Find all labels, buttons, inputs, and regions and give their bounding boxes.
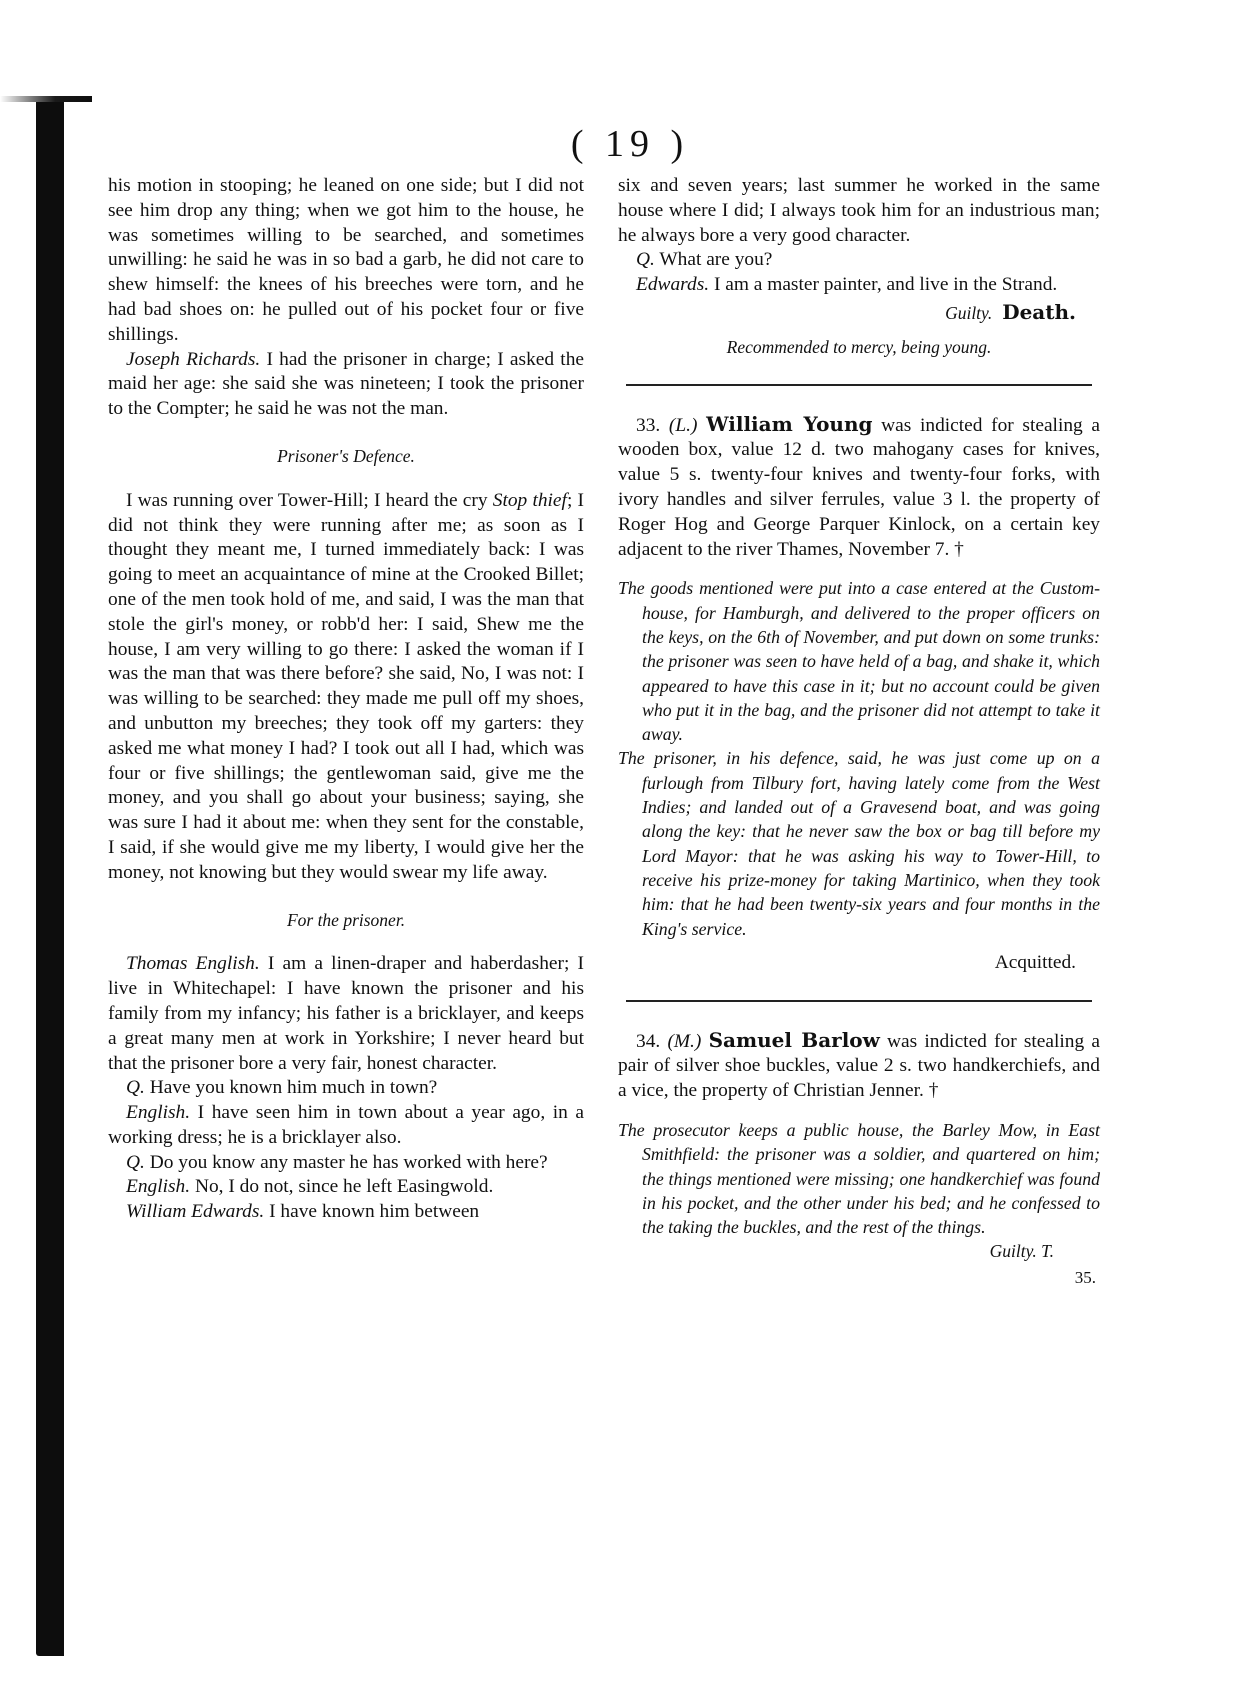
summary-paragraph: The goods mentioned were put into a case entered at the Custom-house, for Hamburgh, and delivered to the proper officers on the keys, on the 6th of November, and put down on some trunks: the prisoner was seen to have held of a bag, and shake it, which appeared to have this case in it; but no account could be given who put it in the bag, and the prisoner did not attempt to take it away. [618, 578, 1100, 745]
summary-paragraph: The prisoner, in his defence, said, he was just come up on a furlough from Tilbury fort, having lately come from the West Indies; and landed out of a Gravesend boat, and was going along the key: that he never saw the box or bag till before my Lord Mayor: that he was asking his way to Tower-Hill, to receive his prize-money for taking Martinico, when they took him: that he had been twenty-six years and four months in the King's service. [618, 748, 1100, 939]
question-what-are-you [618, 248, 1100, 273]
paragraph-edwards-start [108, 1200, 584, 1225]
answer-edwards [618, 273, 1100, 298]
paragraph-english [108, 952, 584, 1076]
defendant-name: William Young [706, 411, 873, 436]
speaker-name: Edwards. [636, 274, 710, 296]
catchword: 35. [1074, 1268, 1096, 1288]
case-letter: (L.) [668, 414, 698, 436]
recommendation: Recommended to mercy, being young. [726, 336, 992, 357]
testimony-text: I have known him between [264, 1201, 480, 1223]
verdict-acquitted: Acquitted. [994, 951, 1076, 973]
question-mark: Q. [636, 249, 655, 271]
paragraph-edwards-cont: six and seven years; last summer he worked in the same house where I did; I always took him for an industrious man; he always bore a very good character. [618, 175, 1100, 246]
paragraph-defence [108, 489, 584, 886]
answer-1 [108, 1101, 584, 1151]
left-column [108, 174, 584, 1225]
paragraph-richards [108, 348, 584, 422]
question-1 [108, 1076, 584, 1101]
indictment-text: was indicted for stealing a wooden box, value 12 d. two mahogany cases for knives, value 5 s. twenty-four knives and twenty-four forks, with ivory handles and silver ferrules, value 3 l. the property of Roger Hog and George Parquer Kinlock, on a certain key adjacent to the river Thames, November 7. † [618, 414, 1100, 560]
case-34-summary [618, 1118, 1100, 1239]
verdict-death: Death. [1002, 299, 1076, 324]
paragraph-motion: his motion in stooping; he leaned on one side; but I did not see him drop any thing; when we got him to the house, he was sometimes willing to be searched, and sometimes unwilling: he said he was in so bad a garb, he did not care to shew himself: the knees of his breeches were torn, and he had bad shoes on: he pulled out of his pocket four or five shillings. [108, 175, 584, 345]
verdict-case-32 [618, 300, 1100, 327]
question-mark: Q. [126, 1151, 145, 1173]
defendant-name: Samuel Barlow [708, 1027, 880, 1052]
case-33-summary [618, 576, 1100, 940]
case-33-indictment [618, 412, 1100, 563]
speaker-name: Joseph Richards. [126, 348, 261, 370]
defence-text-b: ; I did not think they were running after me; as soon as I thought they meant me, I turned immediately back: I was going to meet an acquaintance of mine at the Crooked Billet; one of the men took hold of me, and said, I was the man that stole the girl's money, or robb'd her: I said, Shew me the house, I am very willing to go there: I asked the woman if I was the man that was there before? she said, No, I was not: I was willing to be searched: they made me pull off my shoes, and unbutton my breeches; they took off my garters: they asked me what money I had? I took out all I had, which was four or five shillings; the gentlewoman said, give me the money, and you shall go about your business; saying, she was sure I had it about me: when they sent for the constable, I said, if she would give me my liberty, I would give her the money, not knowing but they would swear my life away. [108, 489, 584, 883]
question-text: What are you? [654, 249, 773, 271]
case-number: 34. [636, 1030, 668, 1052]
testimony-text: I had the prisoner in charge; I asked the maid her age: she said she was nineteen; I took the prisoner to the Compter; he said he was not the man. [108, 348, 584, 420]
speaker-name: English. [126, 1176, 191, 1198]
section-heading-for-prisoner: For the prisoner. [286, 909, 406, 930]
question-text: Have you known him much in town? [144, 1077, 438, 1099]
speaker-name: William Edwards. [126, 1201, 265, 1223]
answer-text: I have seen him in town about a year ago, in a working dress; he is a bricklayer also. [108, 1102, 584, 1148]
speaker-name: English. [126, 1102, 191, 1124]
question-mark: Q. [126, 1077, 145, 1099]
case-letter: (M.) [667, 1030, 702, 1052]
testimony-text: I am a linen-draper and haberdasher; I live in Whitechapel: I have known the prisoner and his family from my infancy; his father is a bricklayer, and keeps a great many men at work in Yorkshire; I never heard but that the prisoner bore a very fair, honest character. [108, 953, 584, 1074]
defence-text-a: I was running over Tower-Hill; I heard the cry [126, 489, 493, 511]
answer-2 [108, 1175, 584, 1200]
question-2 [108, 1151, 584, 1176]
book-spine-shadow [36, 96, 64, 1656]
section-divider [626, 384, 1092, 386]
verdict-guilty: Guilty. [945, 302, 993, 323]
page-number: ( 19 ) [570, 123, 690, 165]
indictment-text: was indicted for stealing a pair of silver shoe buckles, value 2 s. two handkerchiefs, and a vice, the property of Christian Jenner. † [618, 1030, 1100, 1102]
case-34-indictment [618, 1028, 1100, 1104]
defence-cry: Stop thief [492, 489, 567, 511]
summary-paragraph: The prosecutor keeps a public house, the Barley Mow, in East Smithfield: the prisoner was a soldier, and quartered on him; the things mentioned were missing; one handkerchief was found in his pocket, and the other under his bed; and he confessed to the taking the buckles, and the rest of the things. [618, 1120, 1100, 1238]
answer-text: No, I do not, since he left Easingwold. [190, 1176, 494, 1198]
question-text: Do you know any master he has worked with here? [144, 1151, 548, 1173]
right-column [618, 174, 1100, 1291]
verdict-guilty-transported: Guilty. T. [989, 1241, 1054, 1262]
case-number: 33. [636, 414, 669, 436]
speaker-name: Thomas English. [126, 953, 260, 975]
book-spine-top-edge [0, 96, 92, 102]
section-divider [626, 1000, 1092, 1002]
section-heading-defence: Prisoner's Defence. [277, 445, 415, 466]
answer-text: I am a master painter, and live in the Strand. [709, 274, 1058, 296]
